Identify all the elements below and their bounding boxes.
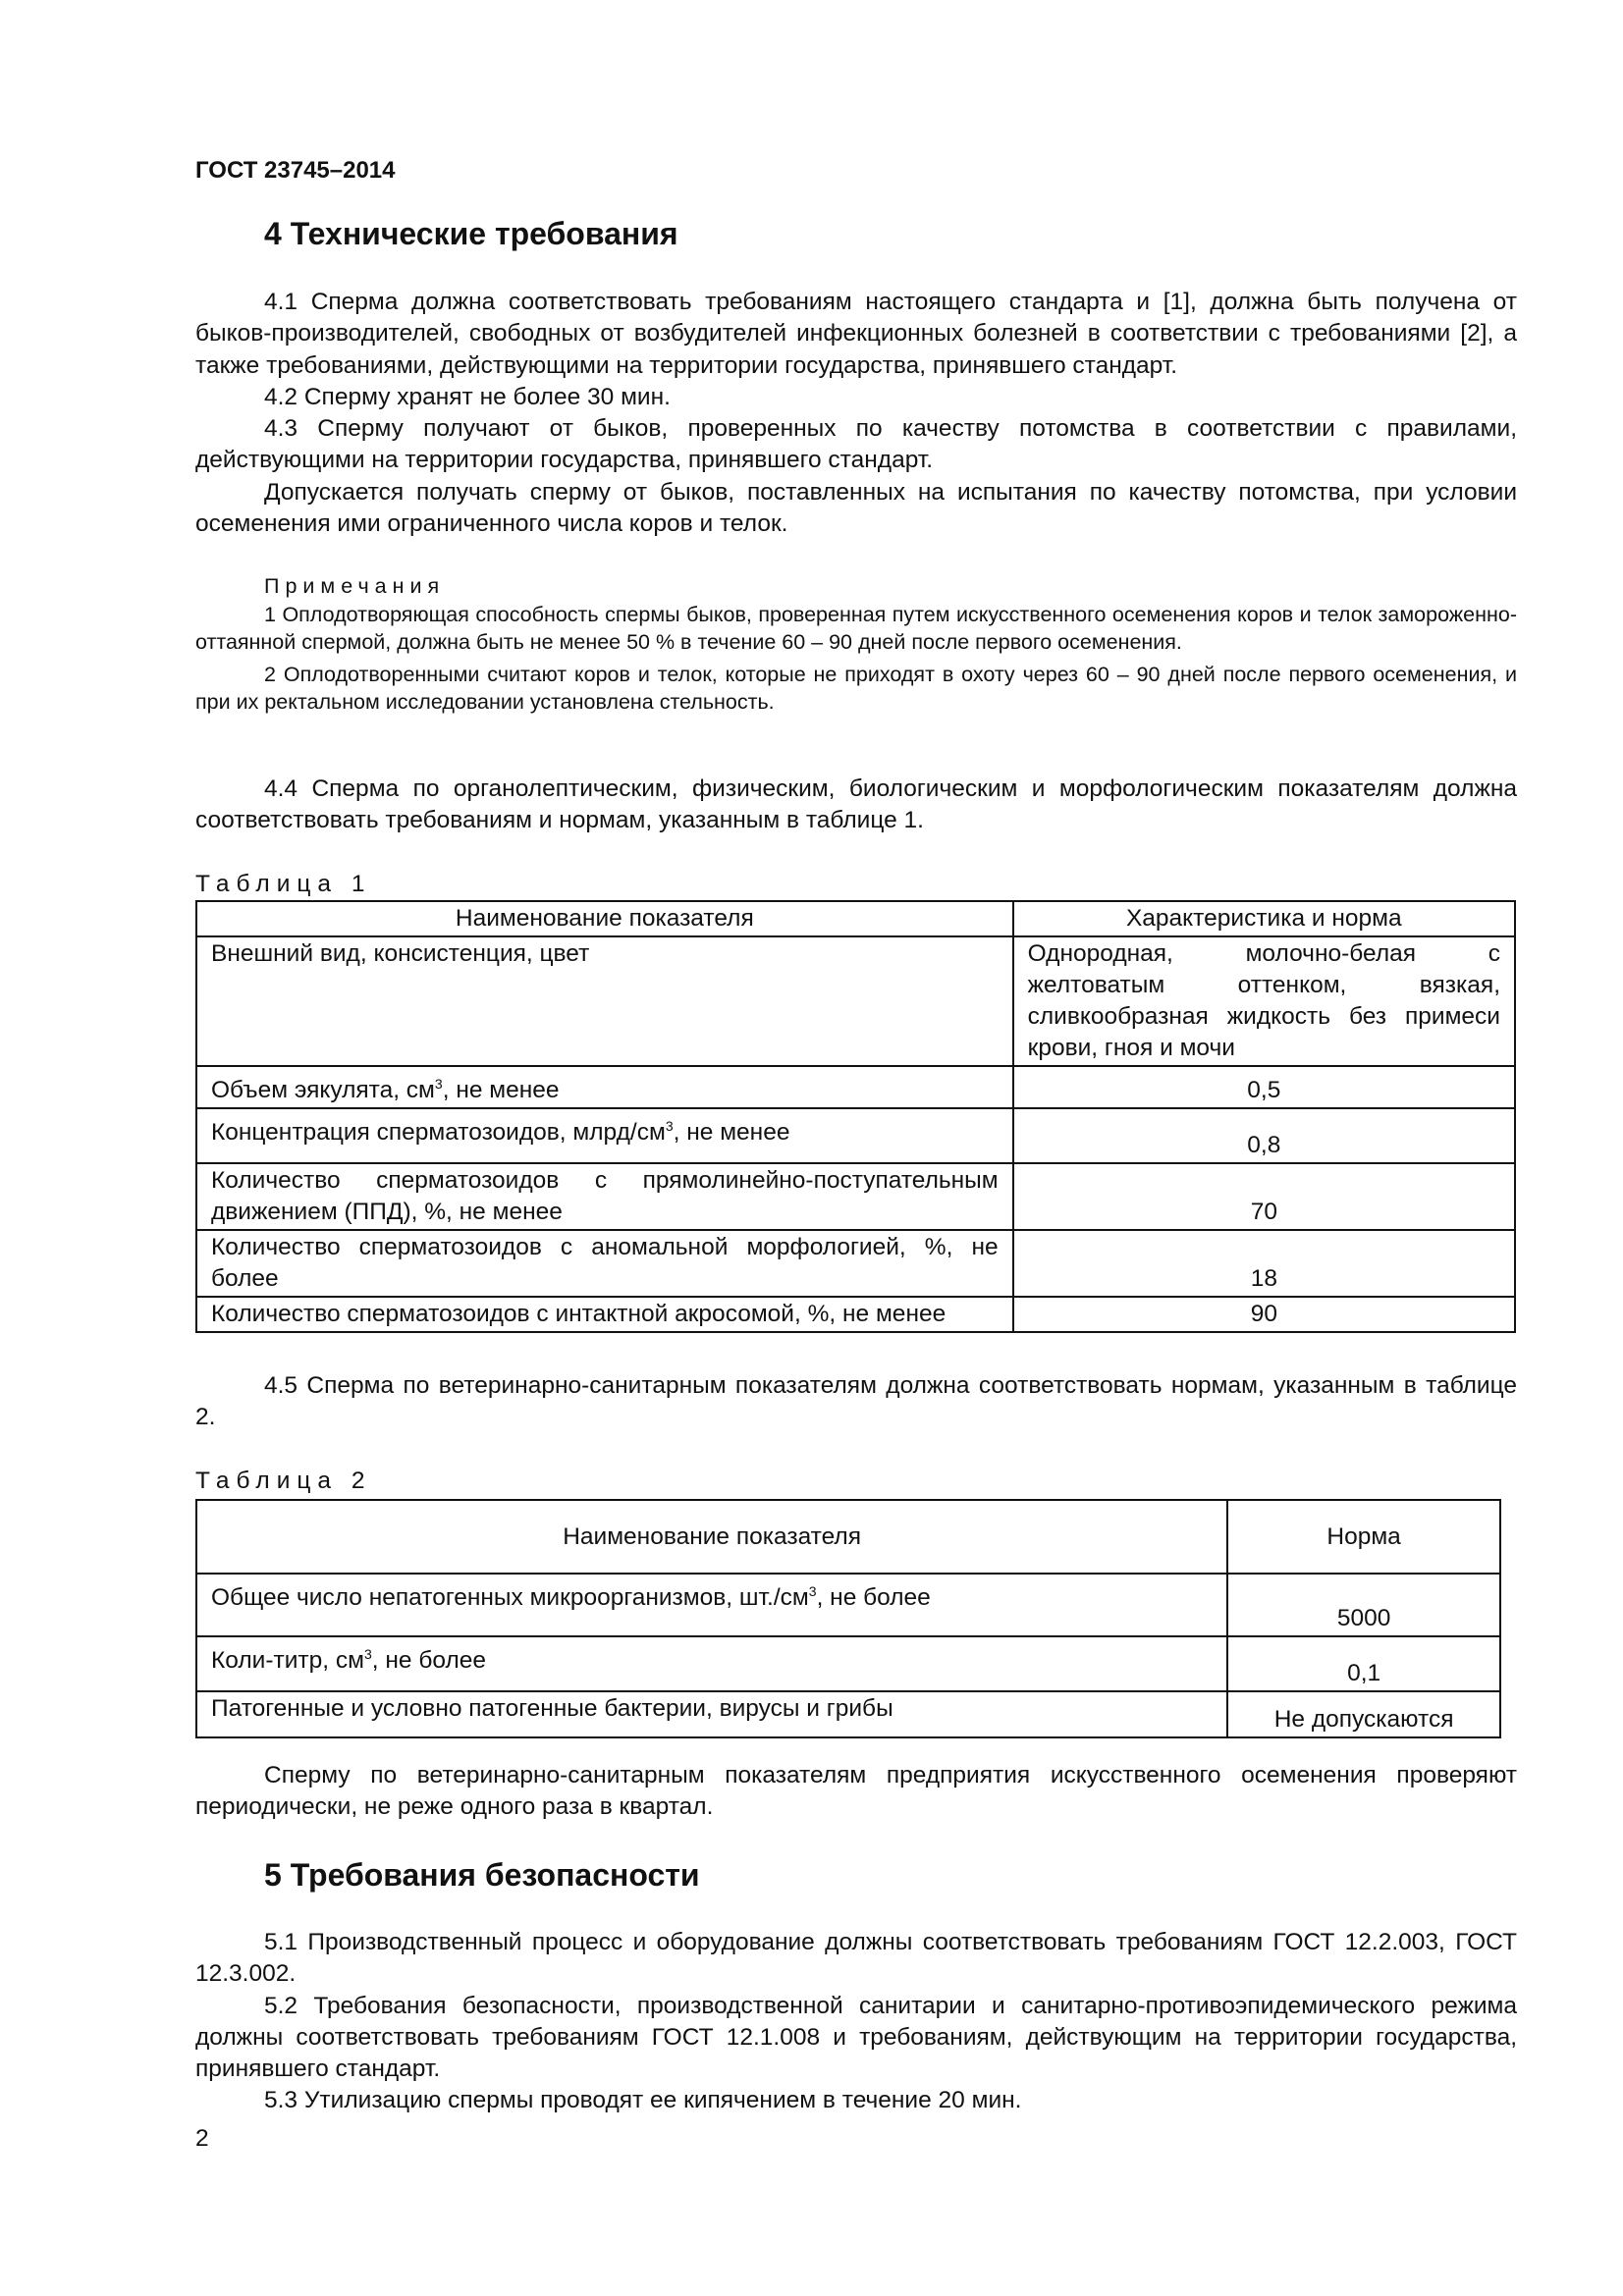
table-2-cell-value: 5000 — [1227, 1574, 1500, 1636]
notes-block — [195, 572, 1517, 717]
notes-title: Примечания — [264, 574, 446, 598]
table-2 — [195, 1499, 1501, 1738]
paragraph-after-table-2: Сперму по ветеринарно-санитарным показателям предприятия искусственного осеменения проверяют периодически, не реже одного раза в квартал. — [195, 1762, 1517, 1821]
table-1-cell-value: 70 — [1013, 1163, 1515, 1230]
table-2-cell-value: 0,1 — [1227, 1636, 1500, 1691]
section-4-paragraphs — [195, 287, 1517, 540]
table-2-cell-value: Не допускаются — [1227, 1691, 1500, 1737]
table-1-cell-name: Количество сперматозоидов с аномальной морфологией, %, не более — [196, 1230, 1013, 1297]
table-1-cell-name: Количество сперматозоидов с интактной акросомой, %, не менее — [196, 1297, 1013, 1332]
table-row — [196, 1636, 1500, 1691]
table-1-cell-name: Количество сперматозоидов с прямолинейно-поступательным движением (ППД), %, не менее — [196, 1163, 1013, 1230]
superscript: 3 — [665, 1118, 674, 1135]
standard-code: ГОСТ 23745–2014 — [195, 157, 396, 184]
table-1 — [195, 900, 1516, 1333]
table-2-header-row — [196, 1500, 1500, 1574]
table-2-cell-name: Патогенные и условно патогенные бактерии, вирусы и грибы — [196, 1691, 1227, 1737]
table-1-cell-value: 90 — [1013, 1297, 1515, 1332]
name-text: Объем эякулята, см — [211, 1077, 435, 1104]
table-2-cell-name — [196, 1636, 1227, 1691]
table-2-header-value: Норма — [1227, 1500, 1500, 1574]
paragraph-5-3: 5.3 Утилизацию спермы проводят ее кипячением в течение 20 мин. — [264, 2087, 1022, 2114]
table-1-cell-name: Внешний вид, консистенция, цвет — [196, 936, 1013, 1066]
paragraph-4-1: 4.1 Сперма должна соответствовать требованиям настоящего стандарта и [1], должна быть получена от быков-производителей, свободных от возбудителей инфекционных болезней в соответствии с требованиями [2], а также требованиями, действующими на территории государства, принявшего стандарт. — [195, 289, 1517, 379]
paragraph-4-5-block — [195, 1370, 1517, 1434]
section-5-title: 5 Требования безопасности — [264, 1857, 700, 1893]
table-row — [196, 1230, 1515, 1297]
name-text: Концентрация сперматозоидов, млрд/см — [211, 1119, 666, 1147]
table-row — [196, 1163, 1515, 1230]
section-4-title: 4 Технические требования — [264, 216, 678, 251]
table-1-header-row — [196, 901, 1515, 936]
table-1-cell-value: 0,8 — [1013, 1108, 1515, 1163]
table-1-cell-name — [196, 1066, 1013, 1108]
note-1: 1 Оплодотворяющая способность спермы быков, проверенная путем искусственного осеменения коров и телок замороженно-оттаянной спермой, должна быть не менее 50 % в течение 60 – 90 дней после первого осеменения. — [195, 602, 1517, 654]
name-text: , не более — [816, 1584, 931, 1612]
table-row — [196, 1066, 1515, 1108]
paragraph-4-2: 4.2 Сперму хранят не более 30 мин. — [264, 383, 671, 410]
table-2-header-name: Наименование показателя — [196, 1500, 1227, 1574]
paragraph-4-4: 4.4 Сперма по органолептическим, физическим, биологическим и морфологическим показателям должна соответствовать требованиям и нормам, указанным в таблице 1. — [195, 775, 1517, 834]
table-1-caption: Таблица 1 — [195, 871, 372, 897]
table-1-cell-name — [196, 1108, 1013, 1163]
table-row — [196, 936, 1515, 1066]
table-2-cell-name — [196, 1574, 1227, 1636]
table-row — [196, 1691, 1500, 1737]
table-1-cell-value: 0,5 — [1013, 1066, 1515, 1108]
table-row — [196, 1574, 1500, 1636]
table-1-header-name: Наименование показателя — [196, 901, 1013, 936]
note-2: 2 Оплодотворенными считают коров и телок, которые не приходят в охоту через 60 – 90 дней после первого осеменения, и при их ректальном исследовании установлена стельность. — [195, 662, 1517, 714]
superscript: 3 — [434, 1076, 443, 1092]
name-text: Коли-титр, см — [211, 1647, 364, 1675]
name-text: , не менее — [442, 1077, 560, 1104]
name-text: Общее число непатогенных микроорганизмов, шт./см — [211, 1584, 809, 1612]
table-2-caption: Таблица 2 — [195, 1468, 372, 1494]
paragraph-4-4-block — [195, 774, 1517, 837]
section-5-paragraphs — [195, 1927, 1517, 2117]
paragraph-4-3: 4.3 Сперму получают от быков, проверенных по качеству потомства в соответствии с правилами, действующими на территории государства, принявшего стандарт. — [195, 415, 1517, 474]
paragraph-4-3-addendum: Допускается получать сперму от быков, поставленных на испытания по качеству потомства, при условии осеменения ими ограниченного числа коров и телок. — [195, 478, 1517, 538]
table-row — [196, 1108, 1515, 1163]
name-text: , не менее — [673, 1119, 790, 1147]
paragraph-5-1: 5.1 Производственный процесс и оборудование должны соответствовать требованиям ГОСТ 12.2.003, ГОСТ 12.3.002. — [195, 1929, 1517, 1988]
paragraph-5-2: 5.2 Требования безопасности, производственной санитарии и санитарно-противоэпидемического режима должны соответствовать требованиям ГОСТ 12.1.008 и требованиям, действующим на территории государства, принявшего стандарт. — [195, 1992, 1517, 2083]
table-row — [196, 1297, 1515, 1332]
superscript: 3 — [363, 1646, 372, 1663]
table-1-cell-value: Однородная, молочно-белая с желтоватым оттенком, вязкая, сливкообразная жидкость без примеси крови, гноя и мочи — [1013, 936, 1515, 1066]
page-number: 2 — [195, 2125, 209, 2152]
paragraph-after-table-2-block — [195, 1760, 1517, 1824]
paragraph-4-5: 4.5 Сперма по ветеринарно-санитарным показателям должна соответствовать нормам, указанным в таблице 2. — [195, 1372, 1517, 1431]
superscript: 3 — [808, 1583, 817, 1599]
name-text: , не более — [371, 1647, 487, 1675]
table-1-header-value: Характеристика и норма — [1013, 901, 1515, 936]
table-1-cell-value: 18 — [1013, 1230, 1515, 1297]
